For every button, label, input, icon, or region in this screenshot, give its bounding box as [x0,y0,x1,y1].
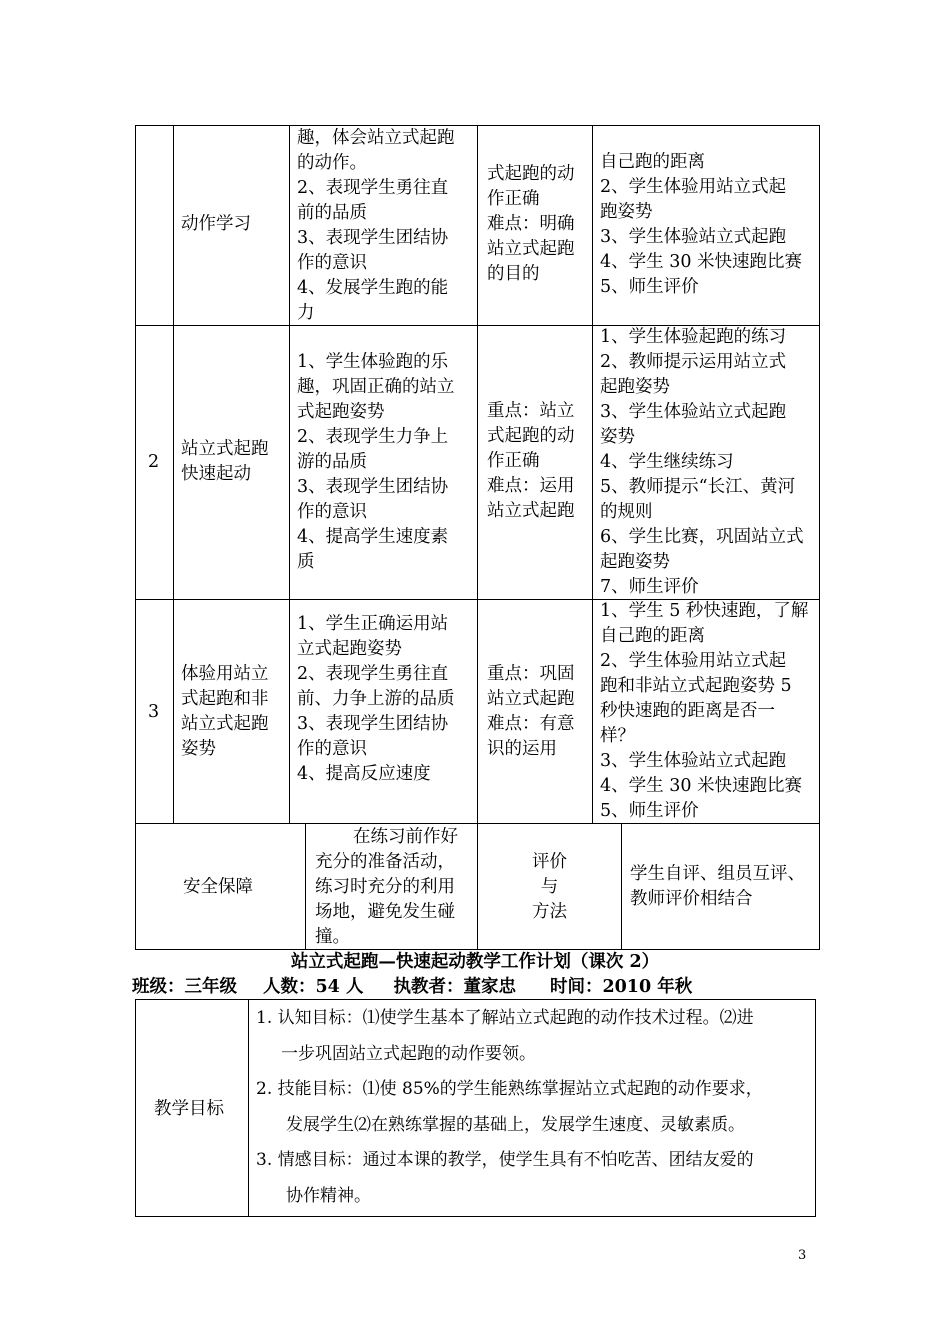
goal-line: 式起跑姿势 [297,402,385,422]
eval-label-line: 与 [540,877,559,897]
row2-topic [181,437,285,487]
process-line: 1、学生 5 秒快速跑，了解 [600,601,809,621]
process-line: 跑和非站立式起跑姿势 5 [600,676,792,696]
process-line: 4、学生 30 米快速跑比赛 [600,252,803,272]
objectives-label [154,1097,224,1122]
time-label: 时间：2010 年秋 [549,977,693,997]
process-line: 2、学生体验用站立式起 [600,651,787,671]
process-line: 3、学生体验站立式起跑 [600,227,787,247]
goal-line: 4、提高学生速度素 [297,527,449,547]
row2-topic-text: 站立式起跑快速起动 [181,439,269,484]
row1-topic [181,212,251,237]
key-line: 的目的 [487,264,540,284]
row1-topic-text: 动作学习 [181,214,251,234]
goal-line: 1、学生体验跑的乐 [297,352,449,372]
row2-process [600,325,804,600]
goal-line: 1、学生正确运用站 [297,614,449,634]
goal-line: 质 [297,552,315,572]
safety-label [183,875,253,900]
goal-line: 力 [297,303,315,323]
key-line: 重点：巩固 [487,664,575,684]
teacher-label: 执教者：董家忠 [393,977,516,997]
row3-topic [181,662,285,762]
plan-title [0,950,950,975]
row-number: 2 [148,452,160,472]
goal-line: 作的意识 [297,502,367,522]
goal-line: 立式起跑姿势 [297,639,402,659]
count-label: 人数：54 人 [263,977,364,997]
row3-goals [297,612,455,787]
safety-line: 撞。 [315,927,350,947]
row1-goals [297,126,455,326]
process-line: 自己跑的距离 [600,152,705,172]
goal-line: 2、表现学生力争上 [297,427,449,447]
objective-line: 2. 技能目标：⑴使 85%的学生能熟练掌握站立式起跑的动作要求， [256,1079,763,1099]
process-line: 4、学生继续练习 [600,452,734,472]
objective-line: 协作精神。 [286,1185,371,1206]
key-line: 识的运用 [487,739,557,759]
goal-line: 3、表现学生团结协 [297,477,449,497]
process-line: 5、教师提示“长江、黄河 [600,477,796,497]
safety-line: 场地，避免发生碰 [315,902,455,922]
process-line: 自己跑的距离 [600,626,705,646]
goal-line: 3、表现学生团结协 [297,714,449,734]
process-line: 跑姿势 [600,202,653,222]
goal-line: 前的品质 [297,203,367,223]
eval-label-line: 方法 [532,902,567,922]
page-number [798,1248,806,1263]
objective-line: 一步巩固站立式起跑的动作要领。 [281,1043,536,1064]
key-line: 式起跑的动 [487,164,575,184]
goal-line: 3、表现学生团结协 [297,228,449,248]
process-line: 的规则 [600,502,653,522]
row3-key-points [487,662,575,762]
process-line: 2、学生体验用站立式起 [600,177,787,197]
eval-line: 学生自评、组员互评、 [630,864,805,884]
process-line: 4、学生 30 米快速跑比赛 [600,776,803,796]
row-number: 3 [148,702,160,722]
safety-label-text: 安全保障 [183,877,253,897]
goal-line: 作的意识 [297,739,367,759]
objective-line: 1. 认知目标：⑴使学生基本了解站立式起跑的动作技术过程。⑵进 [256,1008,754,1028]
eval-label-line: 评价 [532,852,567,872]
goal-line: 趣，体会站立式起跑 [297,128,455,148]
process-line: 2、教师提示运用站立式 [600,352,787,372]
goal-line: 的动作。 [297,153,367,173]
process-line: 3、学生体验站立式起跑 [600,402,787,422]
objective-line: 3. 情感目标：通过本课的教学，使学生具有不怕吃苦、团结友爱的 [256,1150,754,1170]
key-line: 式起跑的动 [487,426,575,446]
safety-text [315,825,458,950]
evaluation-label [478,850,621,925]
goal-line: 游的品质 [297,452,367,472]
row3-topic-text: 体验用站立式起跑和非站立式起跑姿势 [181,664,269,759]
goal-line: 4、发展学生跑的能 [297,278,449,298]
goal-line: 4、提高反应速度 [297,764,431,784]
key-line: 作正确 [487,451,540,471]
goal-line: 前、力争上游的品质 [297,689,455,709]
key-line: 难点：明确 [487,214,575,234]
key-line: 站立式起跑 [487,501,575,521]
row2-number [148,450,159,475]
process-line: 起跑姿势 [600,377,670,397]
safety-line: 练习时充分的利用 [315,877,455,897]
process-line: 样？ [600,726,635,746]
objectives-content [256,1001,763,1214]
evaluation-text [630,862,805,912]
row2-goals [297,350,455,575]
row1-process [600,150,802,300]
goal-line: 2、表现学生勇往直 [297,664,449,684]
goal-line: 趣，巩固正确的站立 [297,377,455,397]
key-line: 重点：站立 [487,401,575,421]
row2-key-points [487,399,575,524]
plan-title-text: 站立式起跑—快速起动教学工作计划（课次 2） [290,952,660,972]
class-label: 班级：三年级 [132,977,237,997]
key-line: 难点：运用 [487,476,575,496]
objective-line: 发展学生⑵在熟练掌握的基础上，发展学生速度、灵敏素质。 [286,1114,745,1135]
key-line: 难点：有意 [487,714,575,734]
safety-line: 充分的准备活动， [315,852,455,872]
goal-line: 2、表现学生勇往直 [297,178,449,198]
objectives-label-text: 教学目标 [154,1099,224,1119]
row1-key-points [487,162,575,287]
key-line: 站立式起跑 [487,689,575,709]
key-line: 站立式起跑 [487,239,575,259]
goal-line: 作的意识 [297,253,367,273]
process-line: 姿势 [600,427,635,447]
process-line: 3、学生体验站立式起跑 [600,751,787,771]
page-number-text: 3 [798,1248,807,1263]
safety-line: 在练习前作好 [353,827,458,847]
process-line: 1、学生体验起跑的练习 [600,327,787,347]
row3-number [148,700,159,725]
process-line: 秒快速跑的距离是否一 [600,701,775,721]
process-line: 6、学生比赛，巩固站立式 [600,527,804,547]
plan-info [132,975,692,1000]
row3-process [600,599,808,824]
process-line: 5、师生评价 [600,801,699,821]
process-line: 起跑姿势 [600,552,670,572]
eval-line: 教师评价相结合 [630,889,753,909]
key-line: 作正确 [487,189,540,209]
process-line: 7、师生评价 [600,577,699,597]
process-line: 5、师生评价 [600,277,699,297]
